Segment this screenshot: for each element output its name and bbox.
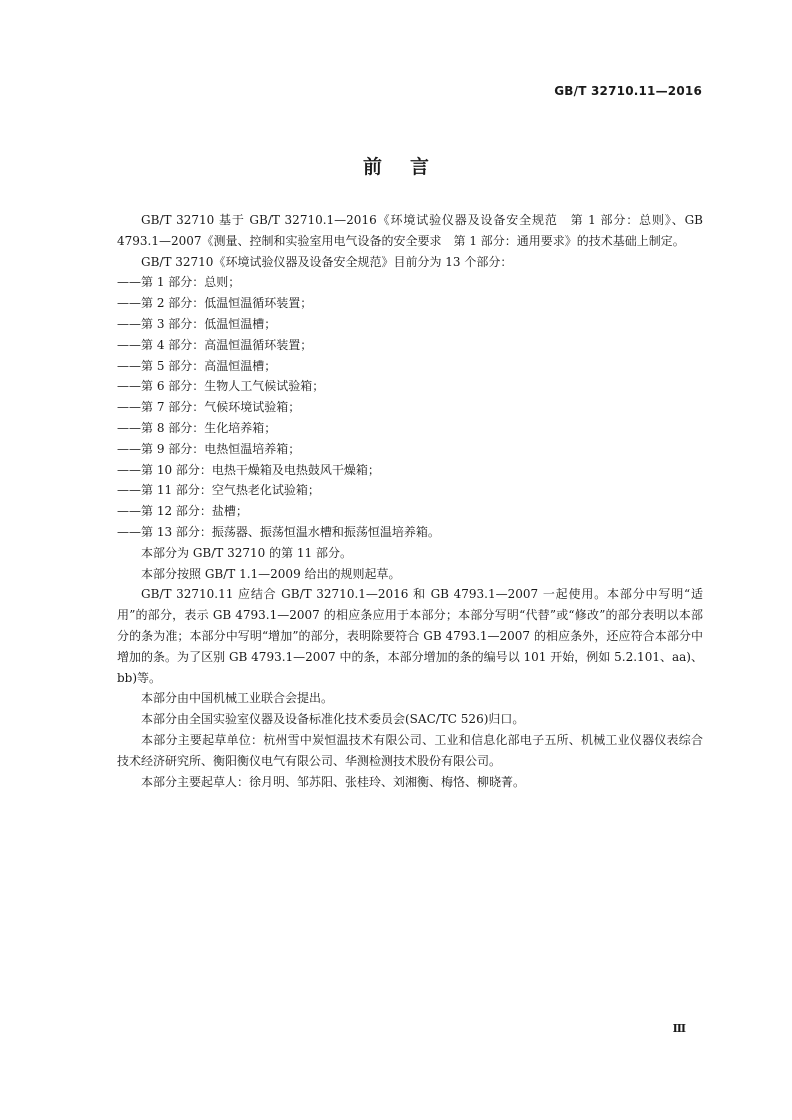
- list-item: ——第 13 部分：振荡器、振荡恒温水槽和振荡恒温培养箱。: [117, 524, 440, 539]
- paragraph-proposer: 本部分由中国机械工业联合会提出。: [141, 691, 334, 706]
- standard-code: GB/T 32710.11—2016: [554, 84, 702, 98]
- list-item: ——第 2 部分：低温恒温循环装置；: [117, 296, 313, 311]
- foreword-body: [117, 210, 703, 792]
- list-item: ——第 3 部分：低温恒温槽；: [117, 316, 277, 331]
- paragraph-usage: GB/T 32710.11 应结合 GB/T 32710.1—2016 和 GB 4793.1—2007 一起使用。本部分中写明“适用”的部分，表示 GB 4793.1—2007 的相应条应用于本部分；本部分写明“代替”或“修改”的部分表明以本部分的条为准；本部分中写明“增加”的部分，表明除要符合 GB 4793.1—2007 的相应条外，还应符合本部分中增加的条。为了区别 GB 4793.1—2007 中的条，本部分增加的条的编号以 101 开始，例如 5.2.101、aa)、bb)等。: [117, 587, 703, 685]
- list-item: ——第 5 部分：高温恒温槽；: [117, 358, 277, 373]
- list-item: ——第 9 部分：电热恒温培养箱；: [117, 441, 301, 456]
- list-item: ——第 1 部分：总则；: [117, 275, 241, 290]
- page-title: 前言: [362, 156, 457, 178]
- list-item: ——第 11 部分：空气热老化试验箱；: [117, 483, 320, 498]
- paragraph-committee: 本部分由全国实验室仪器及设备标准化技术委员会(SAC/TC 526)归口。: [141, 712, 525, 727]
- list-item: ——第 6 部分：生物人工气候试验箱；: [117, 379, 325, 394]
- paragraph-part-number: 本部分为 GB/T 32710 的第 11 部分。: [141, 545, 352, 560]
- list-item: ——第 4 部分：高温恒温循环装置；: [117, 337, 313, 352]
- list-item: ——第 7 部分：气候环境试验箱；: [117, 400, 301, 415]
- paragraph-drafters: 本部分主要起草人：徐月明、邹苏阳、张桂玲、刘湘衡、梅恪、柳晓菁。: [141, 774, 526, 789]
- paragraph-drafting-rules: 本部分按照 GB/T 1.1—2009 给出的规则起草。: [141, 566, 401, 581]
- paragraph-drafting-units: 本部分主要起草单位：杭州雪中炭恒温技术有限公司、工业和信息化部电子五所、机械工业仪器仪表综合技术经济研究所、衡阳衡仪电气有限公司、华测检测技术股份有限公司。: [117, 732, 703, 768]
- paragraph-basis: GB/T 32710 基于 GB/T 32710.1—2016《环境试验仪器及设备安全规范 第 1 部分：总则》、GB 4793.1—2007《测量、控制和实验室用电气设备的安全要求 第 1 部分：通用要求》的技术基础上制定。: [117, 213, 703, 248]
- list-item: ——第 8 部分：生化培养箱；: [117, 420, 277, 435]
- page-number: Ⅲ: [672, 1022, 686, 1035]
- list-item: ——第 12 部分：盐槽；: [117, 504, 248, 519]
- paragraph-parts-intro: GB/T 32710《环境试验仪器及设备安全规范》目前分为 13 个部分：: [141, 254, 513, 269]
- list-item: ——第 10 部分：电热干燥箱及电热鼓风干燥箱；: [117, 462, 380, 477]
